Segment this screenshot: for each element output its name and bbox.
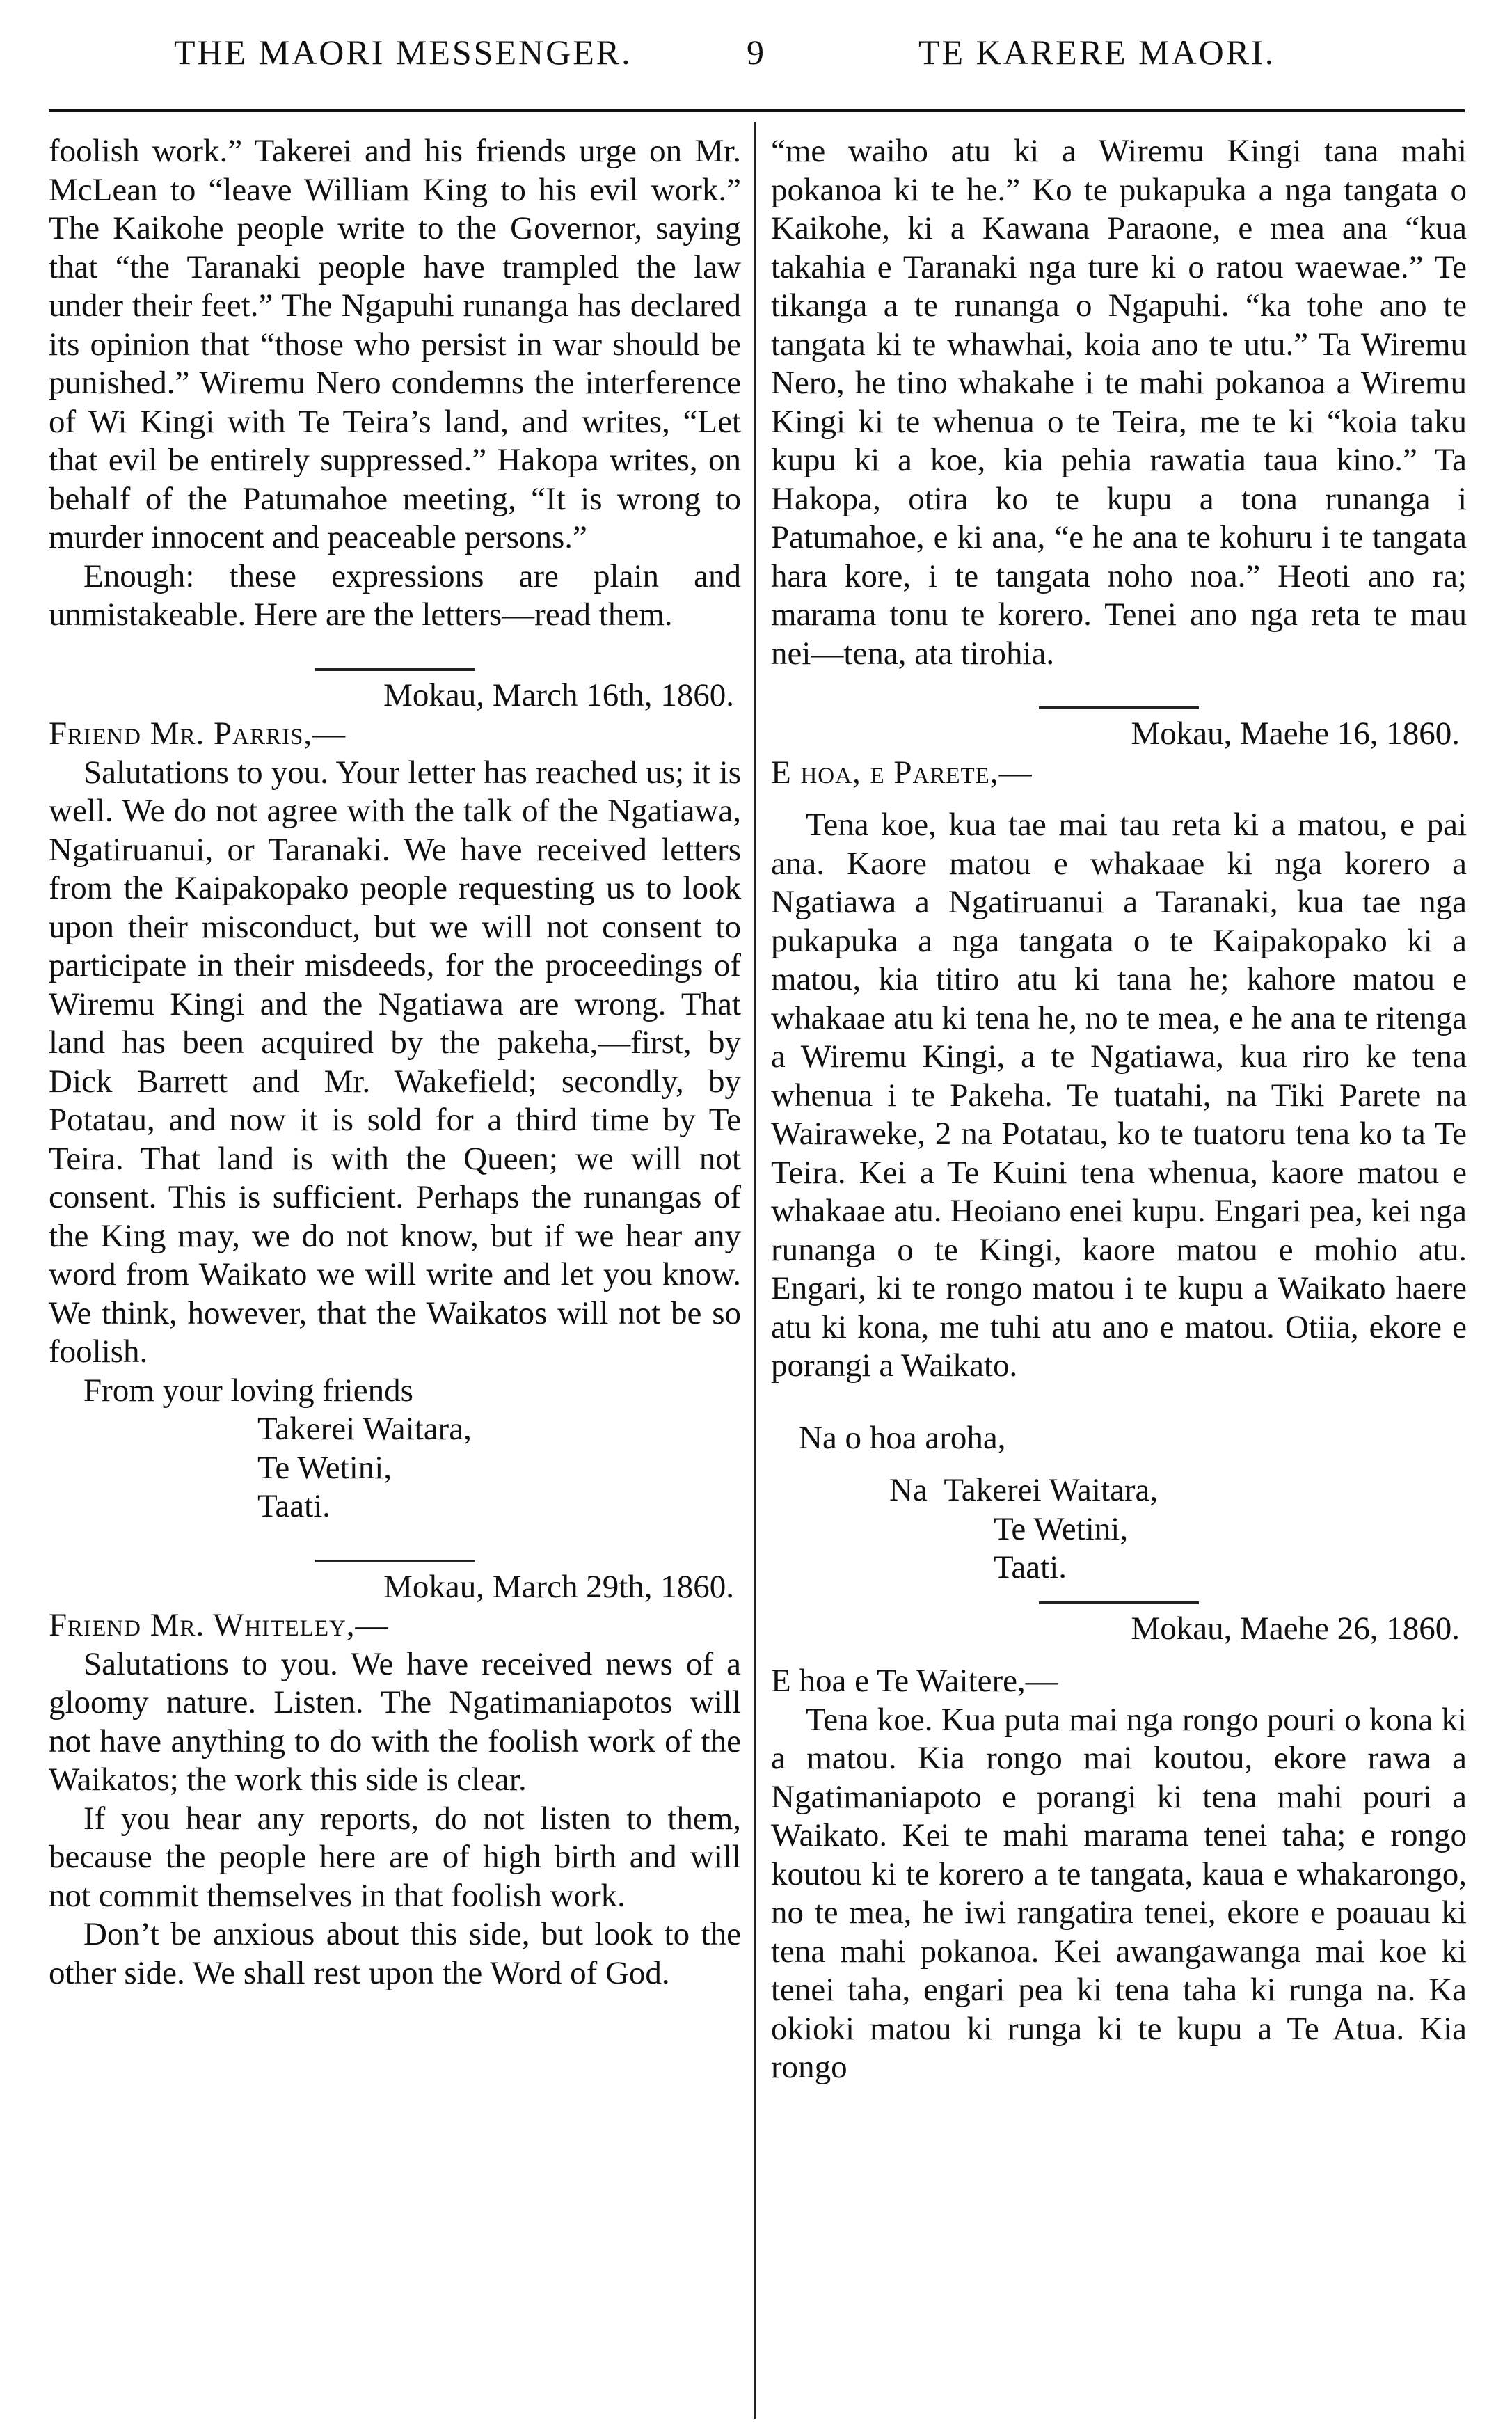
letter-salutation: E hoa e Te Waitere,— xyxy=(771,1663,1058,1699)
signatory: Te Wetini, xyxy=(994,1510,1129,1547)
letter-closing: Na o hoa aroha, xyxy=(799,1419,1006,1456)
letter-salutation: E hoa, e Parete,— xyxy=(771,754,1033,791)
english-column xyxy=(49,132,741,1993)
letter-paragraph: If you hear any reports, do not listen to them, because the people here are of high birth and will not commit themselves in that foolish work. xyxy=(49,1800,741,1914)
enough-paragraph: Enough: these expressions are plain and unmistakeable. Here are the letters—read them. xyxy=(49,557,741,633)
section-rule xyxy=(1039,1601,1199,1604)
letter-date: Mokau, March 29th, 1860. xyxy=(383,1568,734,1605)
letter-body: Tena koe. Kua puta mai nga rongo pouri o kona ki a matou. Kia rongo mai koutou, ekore rawa a Ngatimaniapoto e porangi ki tena mahi pouri a Waikato. Kei te mahi marama tenei taha; e rongo koutou ki te korero a te tangata, kaua e whakarongo, no te mea, he iwi rangatira tenei, ekore e poauau ki tena mahi pokanoa. Kei awangawanga mai koe ki tenei taha, engari pea ki tena taha ki runga na. Ka okioki matou ki runga ki te kupu a Te Atua. Kia rongo xyxy=(771,1701,1467,2085)
letter-date: Mokau, March 16th, 1860. xyxy=(383,676,734,713)
header-rule xyxy=(49,109,1465,112)
masthead-maori: TE KARERE MAORI. xyxy=(918,33,1276,72)
letter-date: Mokau, Maehe 16, 1860. xyxy=(1131,715,1460,752)
signatory: Taati. xyxy=(257,1488,331,1524)
column-divider xyxy=(754,122,756,2419)
intro-paragraph: foolish work.” Takerei and his friends urge on Mr. McLean to “leave William King to his evil work.” The Kaikohe people write to the Governor, saying that “the Taranaki people have trampled the law under their feet.” The Ngapuhi runanga has declared its opinion that “those who persist in war should be punished.” Wiremu Nero condemns the interference of Wi Kingi with Te Teira’s land, and writes, “Let that evil be entirely suppressed.” Hakopa writes, on behalf of the Patumahoe meeting, “It is wrong to murder innocent and peaceable persons.” xyxy=(49,133,741,555)
na-word: Na xyxy=(889,1472,928,1508)
page-number: 9 xyxy=(747,33,766,72)
letter-paragraph: Don’t be anxious about this side, but look to the other side. We shall rest upon the Word of God. xyxy=(49,1916,741,1991)
signatory: Takerei Waitara, xyxy=(944,1472,1159,1508)
signatory: Takerei Waitara, xyxy=(257,1411,472,1447)
signatory-line xyxy=(771,1471,1467,1510)
letter-paragraph: Salutations to you. We have received news of a gloomy nature. Listen. The Ngatimaniapotos will not have anything to do with the foolish work of the Waikatos; the work this side is clear. xyxy=(49,1645,741,1798)
signatory: Taati. xyxy=(994,1549,1067,1585)
section-rule xyxy=(1039,706,1199,709)
letter-body: Tena koe, kua tae mai tau reta ki a matou, e pai ana. Kaore matou e whakaae ki nga korero a Ngatiawa a Ngatiruanui a Taranaki, kua tae nga pukapuka a nga tangata o te Kaipakopako ki a matou, kia titiro atu ki tana he; kahore matou e whakaae atu ki tena he, no te mea, e he ana te ritenga a Wiremu Kingi, a te Ngatiawa, kua riro ke tena whenua i te Pakeha. Te tuatahi, na Tiki Parete na Wairaweke, 2 na Potatau, ko te tuatoru tena ko ta Te Teira. Kei a Te Kuini tena whenua, kaore matou e whakaae atu. Heoiano enei kupu. Engari pea, kei nga runanga o te Kingi, kaore matou e mohio atu. Engari, ki te rongo matou i te kupu a Waikato haere atu ki kona, me tuhi atu ano e matou. Otiia, ekore e porangi a Waikato. xyxy=(771,807,1467,1384)
letter-date: Mokau, Maehe 26, 1860. xyxy=(1131,1610,1460,1647)
section-rule xyxy=(315,668,475,671)
maori-column xyxy=(771,132,1467,2087)
letter-closing: From your loving friends xyxy=(83,1372,413,1409)
letter-salutation: Friend Mr. Parris,— xyxy=(49,715,347,752)
letter-body: Salutations to you. Your letter has reached us; it is well. We do not agree with the talk of the Ngatiawa, Ngatiruanui, or Taranaki. We have received letters from the Kaipakopako people requesting us to look upon their misconduct, but we will not consent to participate in their misdeeds, for the proceedings of Wiremu Kingi and the Ngatiawa are wrong. That land has been acquired by the pakeha,—first, by Dick Barrett and Mr. Wakefield; secondly, by Potatau, and now it is sold for a third time by Te Teira. That land is with the Queen; we will not consent. This is sufficient. Perhaps the runangas of the King may, we do not know, but if we hear any word from Waikato we will write and let you know. We think, however, that the Waikatos will not be so foolish. xyxy=(49,754,741,1370)
letter-salutation: Friend Mr. Whiteley,— xyxy=(49,1607,389,1643)
section-rule xyxy=(315,1560,475,1562)
intro-paragraph: “me waiho atu ki a Wiremu Kingi tana mahi pokanoa ki te he.” Ko te pukapuka a nga tangata o Kaikohe, ki a Kawana Paraone, e mea ana “kua takahia e Taranaki nga ture ki o ratou waewae.” Te tikanga a te runanga o Ngapuhi. “ka tohe ano te tangata ki te whawhai, koia ano te utu.” Ta Wiremu Nero, he tino whakahe i te mahi pokanoa a Wiremu Kingi ki te whenua o te Teira, me te ki “koia taku kupu ki a koe, kia pehia rawatia taua kino.” Ta Hakopa, otira ko te kupu a tona runanga i Patumahoe, e ki ana, “e he ana te kohuru i te tangata hara kore, i te tangata noho noa.” Heoti ano ra; marama tonu te korero. Tenei ano nga reta te mau nei—tena, ata tirohia. xyxy=(771,133,1467,672)
signatory: Te Wetini, xyxy=(257,1449,392,1486)
masthead-english: THE MAORI MESSENGER. xyxy=(174,33,632,72)
